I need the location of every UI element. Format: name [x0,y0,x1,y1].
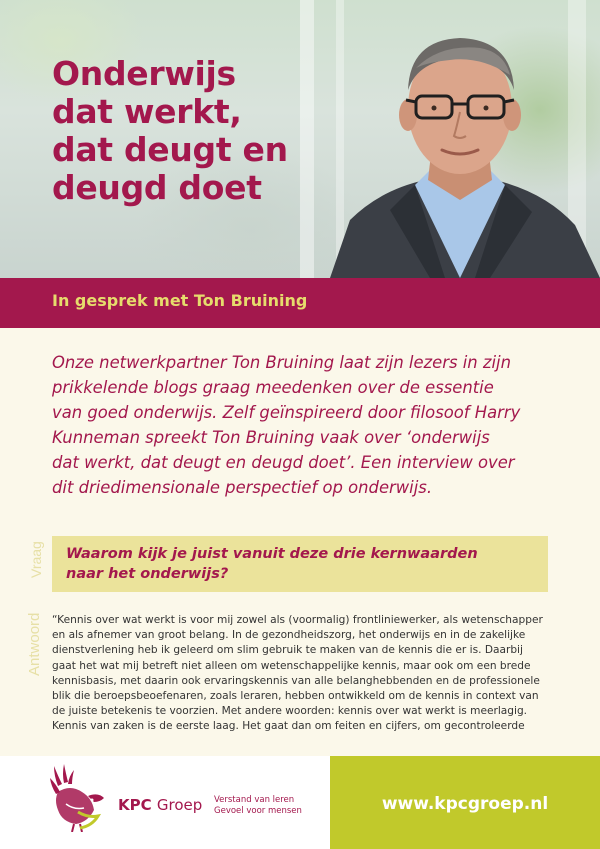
website-link[interactable]: www.kpcgroep.nl [381,794,549,814]
answer-line: dienstverlening heb ik geleerd om slim gebruik te maken van de kennis die er is. Daarbij [52,644,523,657]
hero-title-line: dat deugt en [52,130,288,169]
logo-groep: Groep [156,796,203,814]
background-window-stripe [300,0,314,278]
logo-kpc: KPC [118,796,152,814]
answer-line: en als afnemer van groot belang. In de gezondheidszorg, het onderwijs en in de zakelijke [52,629,526,642]
hero-title [52,55,288,207]
question-side-label: Vraag [28,541,44,578]
answer-line: Kennis van zaken is de eerste laag. Het gaat dan om feiten en cijfers, om gecontroleerde [52,720,525,733]
answer-line: blik die beroepsbeoefenaren, zoals leraren, hebben ontwikkeld om de kennis in context van [52,690,539,703]
footer-website-area [330,756,600,849]
tagline-line: Gevoel voor mensen [214,806,302,816]
answer-paragraph [52,613,572,735]
kpc-rooster-logo-icon [48,762,110,832]
intro-line: prikkelende blogs graag meedenken over de essentie [52,378,494,397]
intro-line: Onze netwerkpartner Ton Bruining laat zijn lezers in zijn [52,353,511,372]
portrait-photo [320,20,600,278]
logo-wordmark [118,796,202,814]
intro-line: dit driedimensionale perspectief op onderwijs. [52,478,433,497]
question-text [66,544,478,584]
banner-subtitle: In gesprek met Ton Bruining [52,291,308,310]
intro-line: Kunneman spreekt Ton Bruining vaak over ‘onderwijs [52,428,490,447]
answer-line: de juiste betekenis te voorzien. Met andere woorden: kennis over wat werkt is meerlagig. [52,705,528,718]
intro-line: van goed onderwijs. Zelf geïnspireerd door filosoof Harry [52,403,521,422]
answer-line: kennisbasis, met daarin ook ervaringskennis van alle belanghebbenden en de professionele [52,674,540,687]
question-line: naar het onderwijs? [66,566,229,582]
tagline-line: Verstand van leren [214,795,295,805]
interview-banner [0,278,600,328]
hero-section [0,0,600,278]
question-line: Waarom kijk je juist vanuit deze drie kernwaarden [66,546,478,562]
intro-paragraph [52,350,582,500]
hero-title-line: Onderwijs [52,54,236,93]
hero-title-line: dat werkt, [52,92,242,131]
hero-title-line: deugd doet [52,168,262,207]
intro-line: dat werkt, dat deugt en deugd doet’. Een interview over [52,453,515,472]
answer-line: “Kennis over wat werkt is voor mij zowel als (voormalig) frontliniewerker, als wetenschapper [52,614,543,626]
logo-tagline [214,795,302,817]
answer-line: gaat het wat mij betreft niet alleen om wetenschappelijke kennis, maar ook om een brede [52,659,531,672]
question-box [52,536,548,592]
answer-side-label: Antwoord [26,612,43,676]
